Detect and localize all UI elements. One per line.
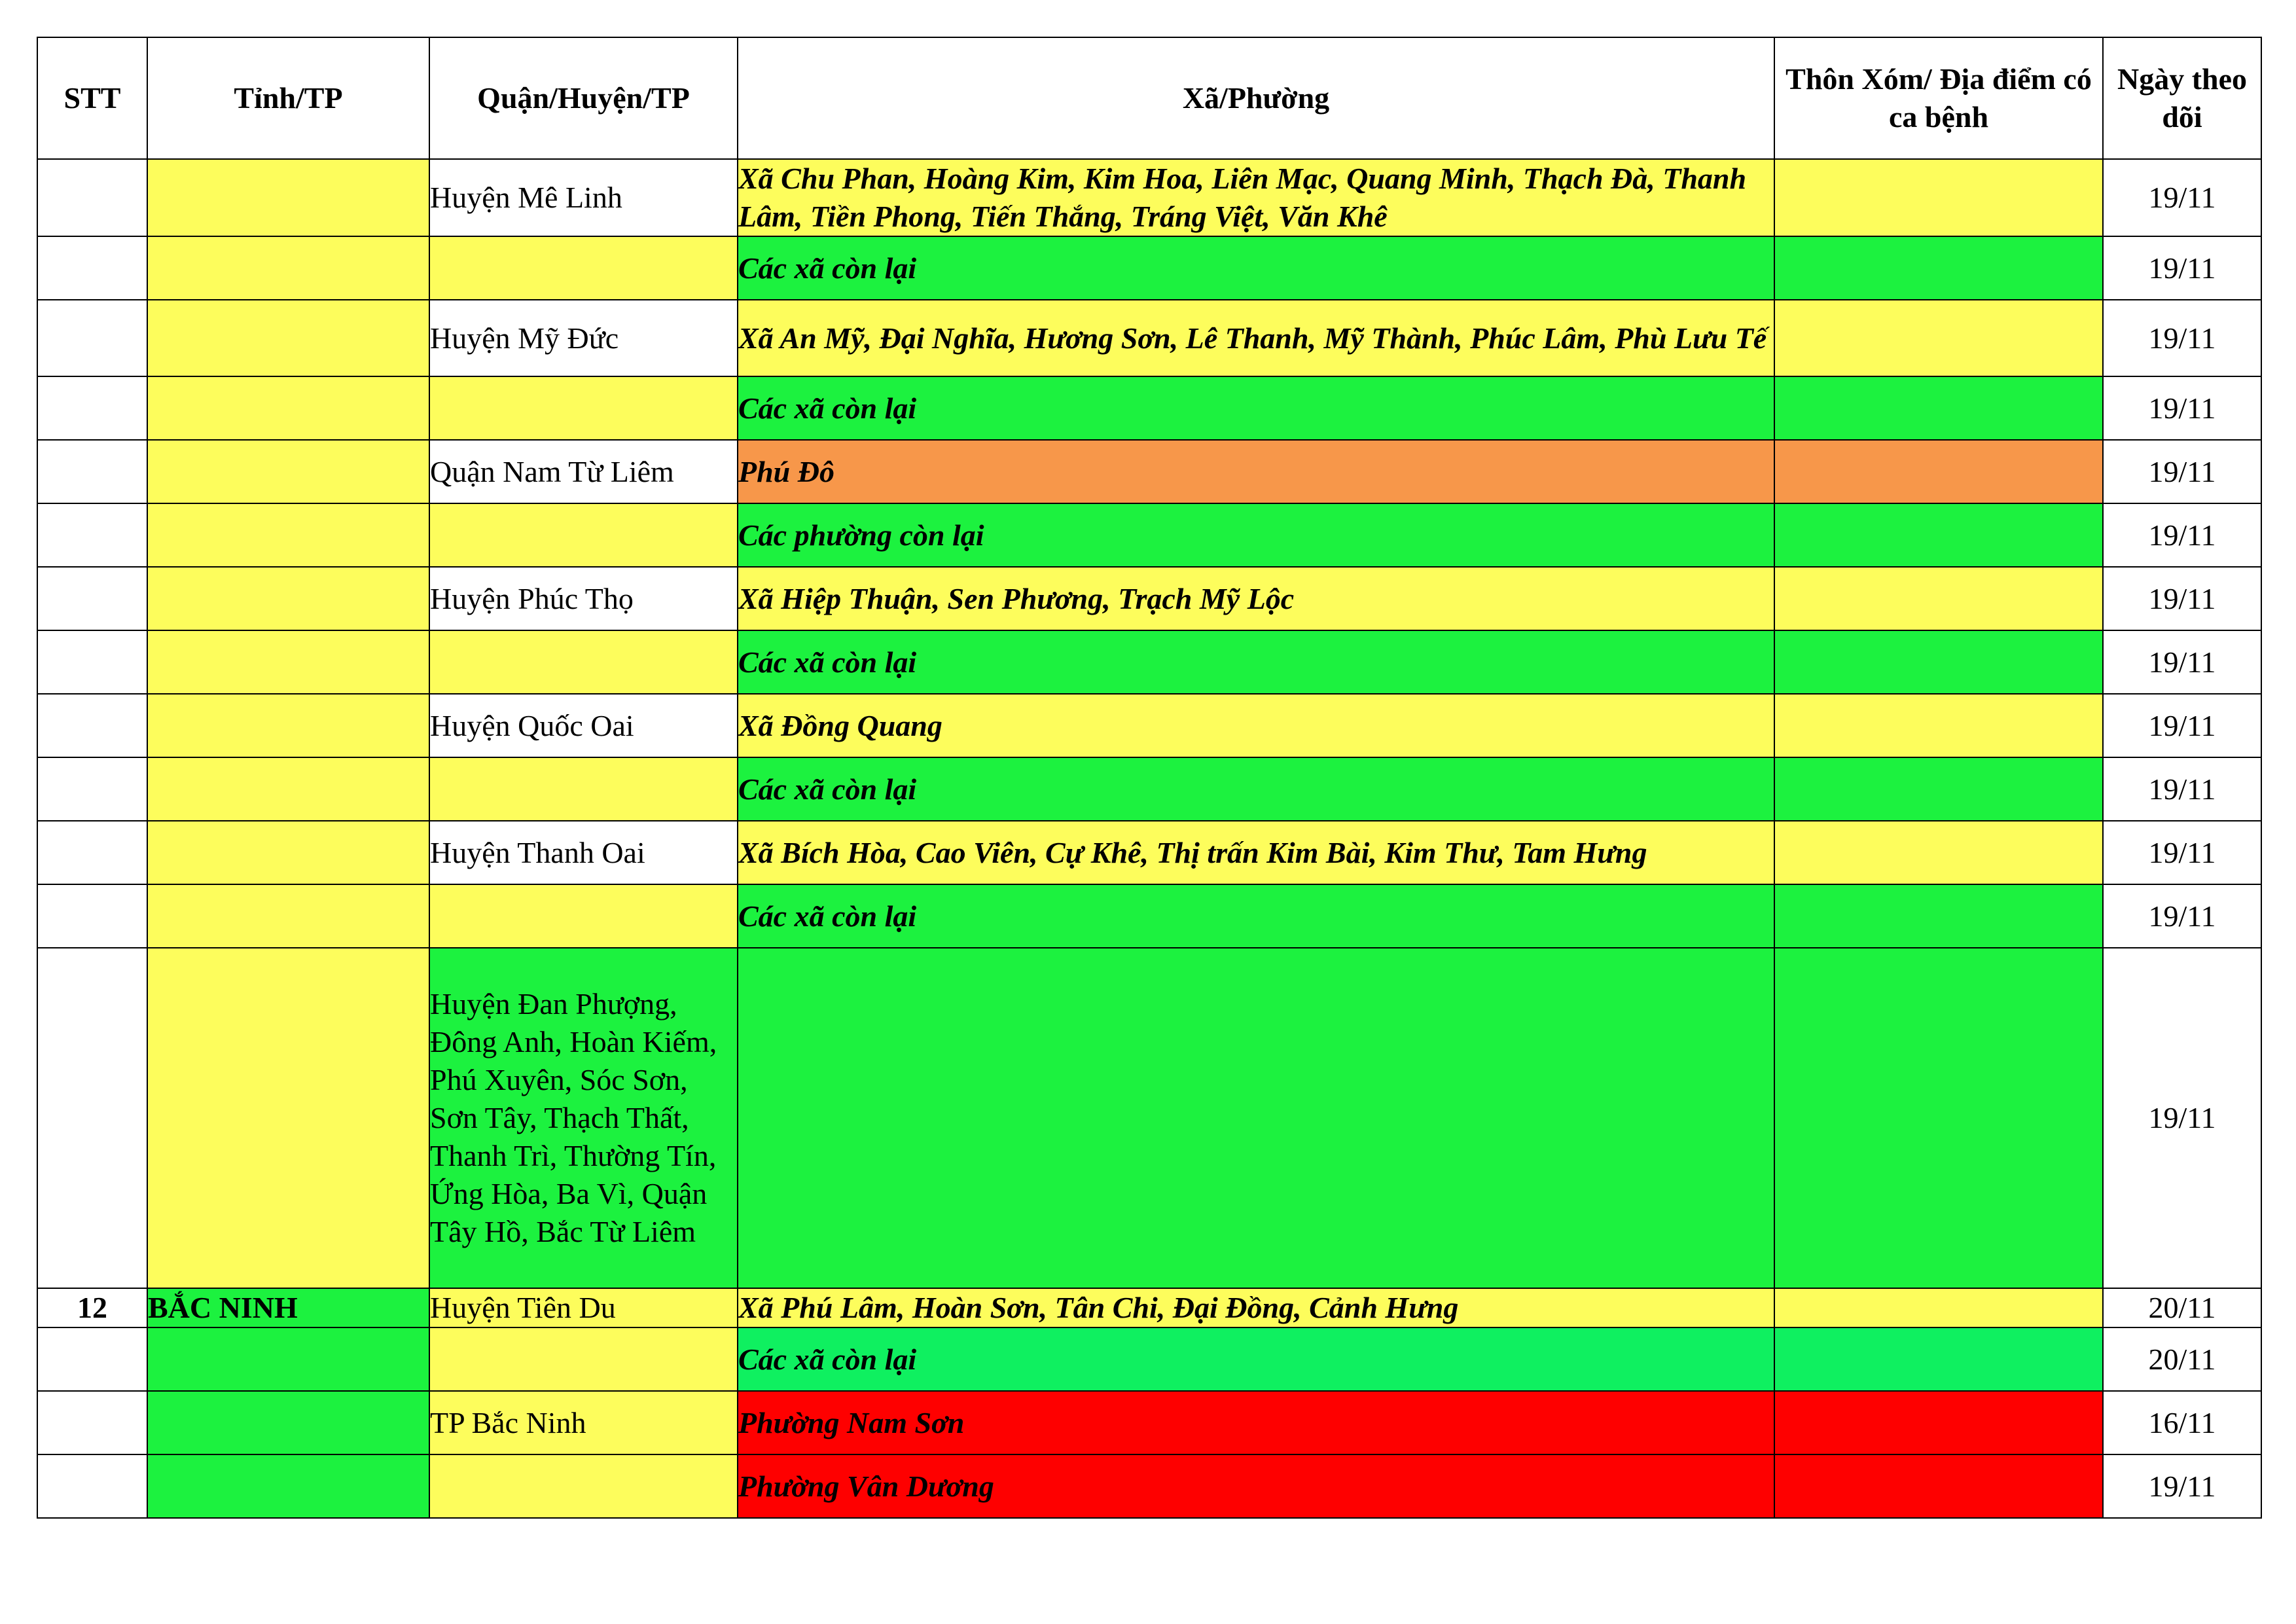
village-cell [1774,1327,2103,1391]
commune-cell: Xã Bích Hòa, Cao Viên, Cự Khê, Thị trấn Kim Bài, Kim Thư, Tam Hưng [738,821,1774,884]
date-cell: 19/11 [2103,884,2261,948]
header-date: Ngày theo dõi [2103,37,2261,159]
stt-cell [37,630,147,694]
commune-cell: Các xã còn lại [738,376,1774,440]
commune-cell: Phú Đô [738,440,1774,503]
stt-cell [37,503,147,567]
village-cell [1774,567,2103,630]
epidemic-level-table [37,37,2262,1519]
stt-cell [37,567,147,630]
village-cell [1774,1288,2103,1327]
stt-cell [37,236,147,300]
stt-cell [37,757,147,821]
table-row [37,567,2261,630]
district-cell [429,376,738,440]
district-cell: Huyện Tiên Du [429,1288,738,1327]
commune-cell: Các xã còn lại [738,1327,1774,1391]
commune-cell [738,948,1774,1288]
table-row [37,300,2261,376]
province-cell [147,376,429,440]
district-cell: Huyện Phúc Thọ [429,567,738,630]
stt-cell [37,159,147,236]
date-cell: 19/11 [2103,440,2261,503]
date-cell: 20/11 [2103,1288,2261,1327]
stt-cell [37,440,147,503]
village-cell [1774,376,2103,440]
commune-cell: Phường Vân Dương [738,1454,1774,1518]
stt-cell [37,1391,147,1454]
district-cell: Huyện Mỹ Đức [429,300,738,376]
village-cell [1774,236,2103,300]
table-row [37,159,2261,236]
table-row [37,1288,2261,1327]
stt-cell [37,948,147,1288]
header-province: Tỉnh/TP [147,37,429,159]
province-cell [147,948,429,1288]
district-cell [429,884,738,948]
village-cell [1774,630,2103,694]
village-cell [1774,1454,2103,1518]
province-cell: BẮC NINH [147,1288,429,1327]
commune-cell: Các xã còn lại [738,884,1774,948]
commune-cell: Xã Hiệp Thuận, Sen Phương, Trạch Mỹ Lộc [738,567,1774,630]
date-cell: 19/11 [2103,757,2261,821]
table-row [37,884,2261,948]
date-cell: 19/11 [2103,630,2261,694]
province-cell [147,300,429,376]
stt-cell [37,821,147,884]
date-cell: 19/11 [2103,503,2261,567]
village-cell [1774,821,2103,884]
province-cell [147,440,429,503]
province-cell [147,236,429,300]
village-cell [1774,300,2103,376]
date-cell: 19/11 [2103,1454,2261,1518]
date-cell: 19/11 [2103,821,2261,884]
date-cell: 19/11 [2103,236,2261,300]
commune-cell: Xã An Mỹ, Đại Nghĩa, Hương Sơn, Lê Thanh, Mỹ Thành, Phúc Lâm, Phù Lưu Tế [738,300,1774,376]
stt-cell [37,1327,147,1391]
table-row [37,821,2261,884]
date-cell: 19/11 [2103,694,2261,757]
stt-cell [37,300,147,376]
stt-cell [37,376,147,440]
district-cell: Huyện Mê Linh [429,159,738,236]
header-stt: STT [37,37,147,159]
district-cell [429,1454,738,1518]
district-cell [429,757,738,821]
district-cell [429,1327,738,1391]
stt-cell [37,884,147,948]
district-cell: Huyện Thanh Oai [429,821,738,884]
table-row [37,503,2261,567]
village-cell [1774,1391,2103,1454]
date-cell: 19/11 [2103,948,2261,1288]
district-cell: Huyện Quốc Oai [429,694,738,757]
header-commune: Xã/Phường [738,37,1774,159]
province-cell [147,1454,429,1518]
commune-cell: Các xã còn lại [738,757,1774,821]
village-cell [1774,757,2103,821]
header-row [37,37,2261,159]
province-cell [147,630,429,694]
table-row [37,1327,2261,1391]
district-cell [429,630,738,694]
village-cell [1774,948,2103,1288]
table-row [37,376,2261,440]
commune-cell: Các xã còn lại [738,236,1774,300]
commune-cell: Xã Đồng Quang [738,694,1774,757]
stt-cell: 12 [37,1288,147,1327]
table-row [37,1454,2261,1518]
village-cell [1774,159,2103,236]
header-district: Quận/Huyện/TP [429,37,738,159]
province-cell [147,821,429,884]
province-cell [147,503,429,567]
district-cell: Quận Nam Từ Liêm [429,440,738,503]
date-cell: 19/11 [2103,159,2261,236]
village-cell [1774,440,2103,503]
date-cell: 20/11 [2103,1327,2261,1391]
village-cell [1774,694,2103,757]
province-cell [147,1391,429,1454]
district-cell [429,236,738,300]
header-village: Thôn Xóm/ Địa điểm có ca bệnh [1774,37,2103,159]
table-row [37,757,2261,821]
province-cell [147,1327,429,1391]
date-cell: 16/11 [2103,1391,2261,1454]
table-row [37,1391,2261,1454]
village-cell [1774,503,2103,567]
stt-cell [37,1454,147,1518]
table-row [37,236,2261,300]
province-cell [147,159,429,236]
village-cell [1774,884,2103,948]
table-row [37,630,2261,694]
table-row [37,440,2261,503]
stt-cell [37,694,147,757]
date-cell: 19/11 [2103,567,2261,630]
commune-cell: Xã Chu Phan, Hoàng Kim, Kim Hoa, Liên Mạc, Quang Minh, Thạch Đà, Thanh Lâm, Tiền Phong, Tiến Thắng, Tráng Việt, Văn Khê [738,159,1774,236]
province-cell [147,694,429,757]
district-cell: Huyện Đan Phượng, Đông Anh, Hoàn Kiếm, Phú Xuyên, Sóc Sơn, Sơn Tây, Thạch Thất, Thanh Trì, Thường Tín, Ứng Hòa, Ba Vì, Quận Tây Hồ, Bắc Từ Liêm [429,948,738,1288]
province-cell [147,884,429,948]
table-row [37,948,2261,1288]
province-cell [147,567,429,630]
date-cell: 19/11 [2103,300,2261,376]
commune-cell: Phường Nam Sơn [738,1391,1774,1454]
commune-cell: Các phường còn lại [738,503,1774,567]
date-cell: 19/11 [2103,376,2261,440]
table-row [37,694,2261,757]
district-cell: TP Bắc Ninh [429,1391,738,1454]
province-cell [147,757,429,821]
district-cell [429,503,738,567]
commune-cell: Xã Phú Lâm, Hoàn Sơn, Tân Chi, Đại Đồng, Cảnh Hưng [738,1288,1774,1327]
commune-cell: Các xã còn lại [738,630,1774,694]
